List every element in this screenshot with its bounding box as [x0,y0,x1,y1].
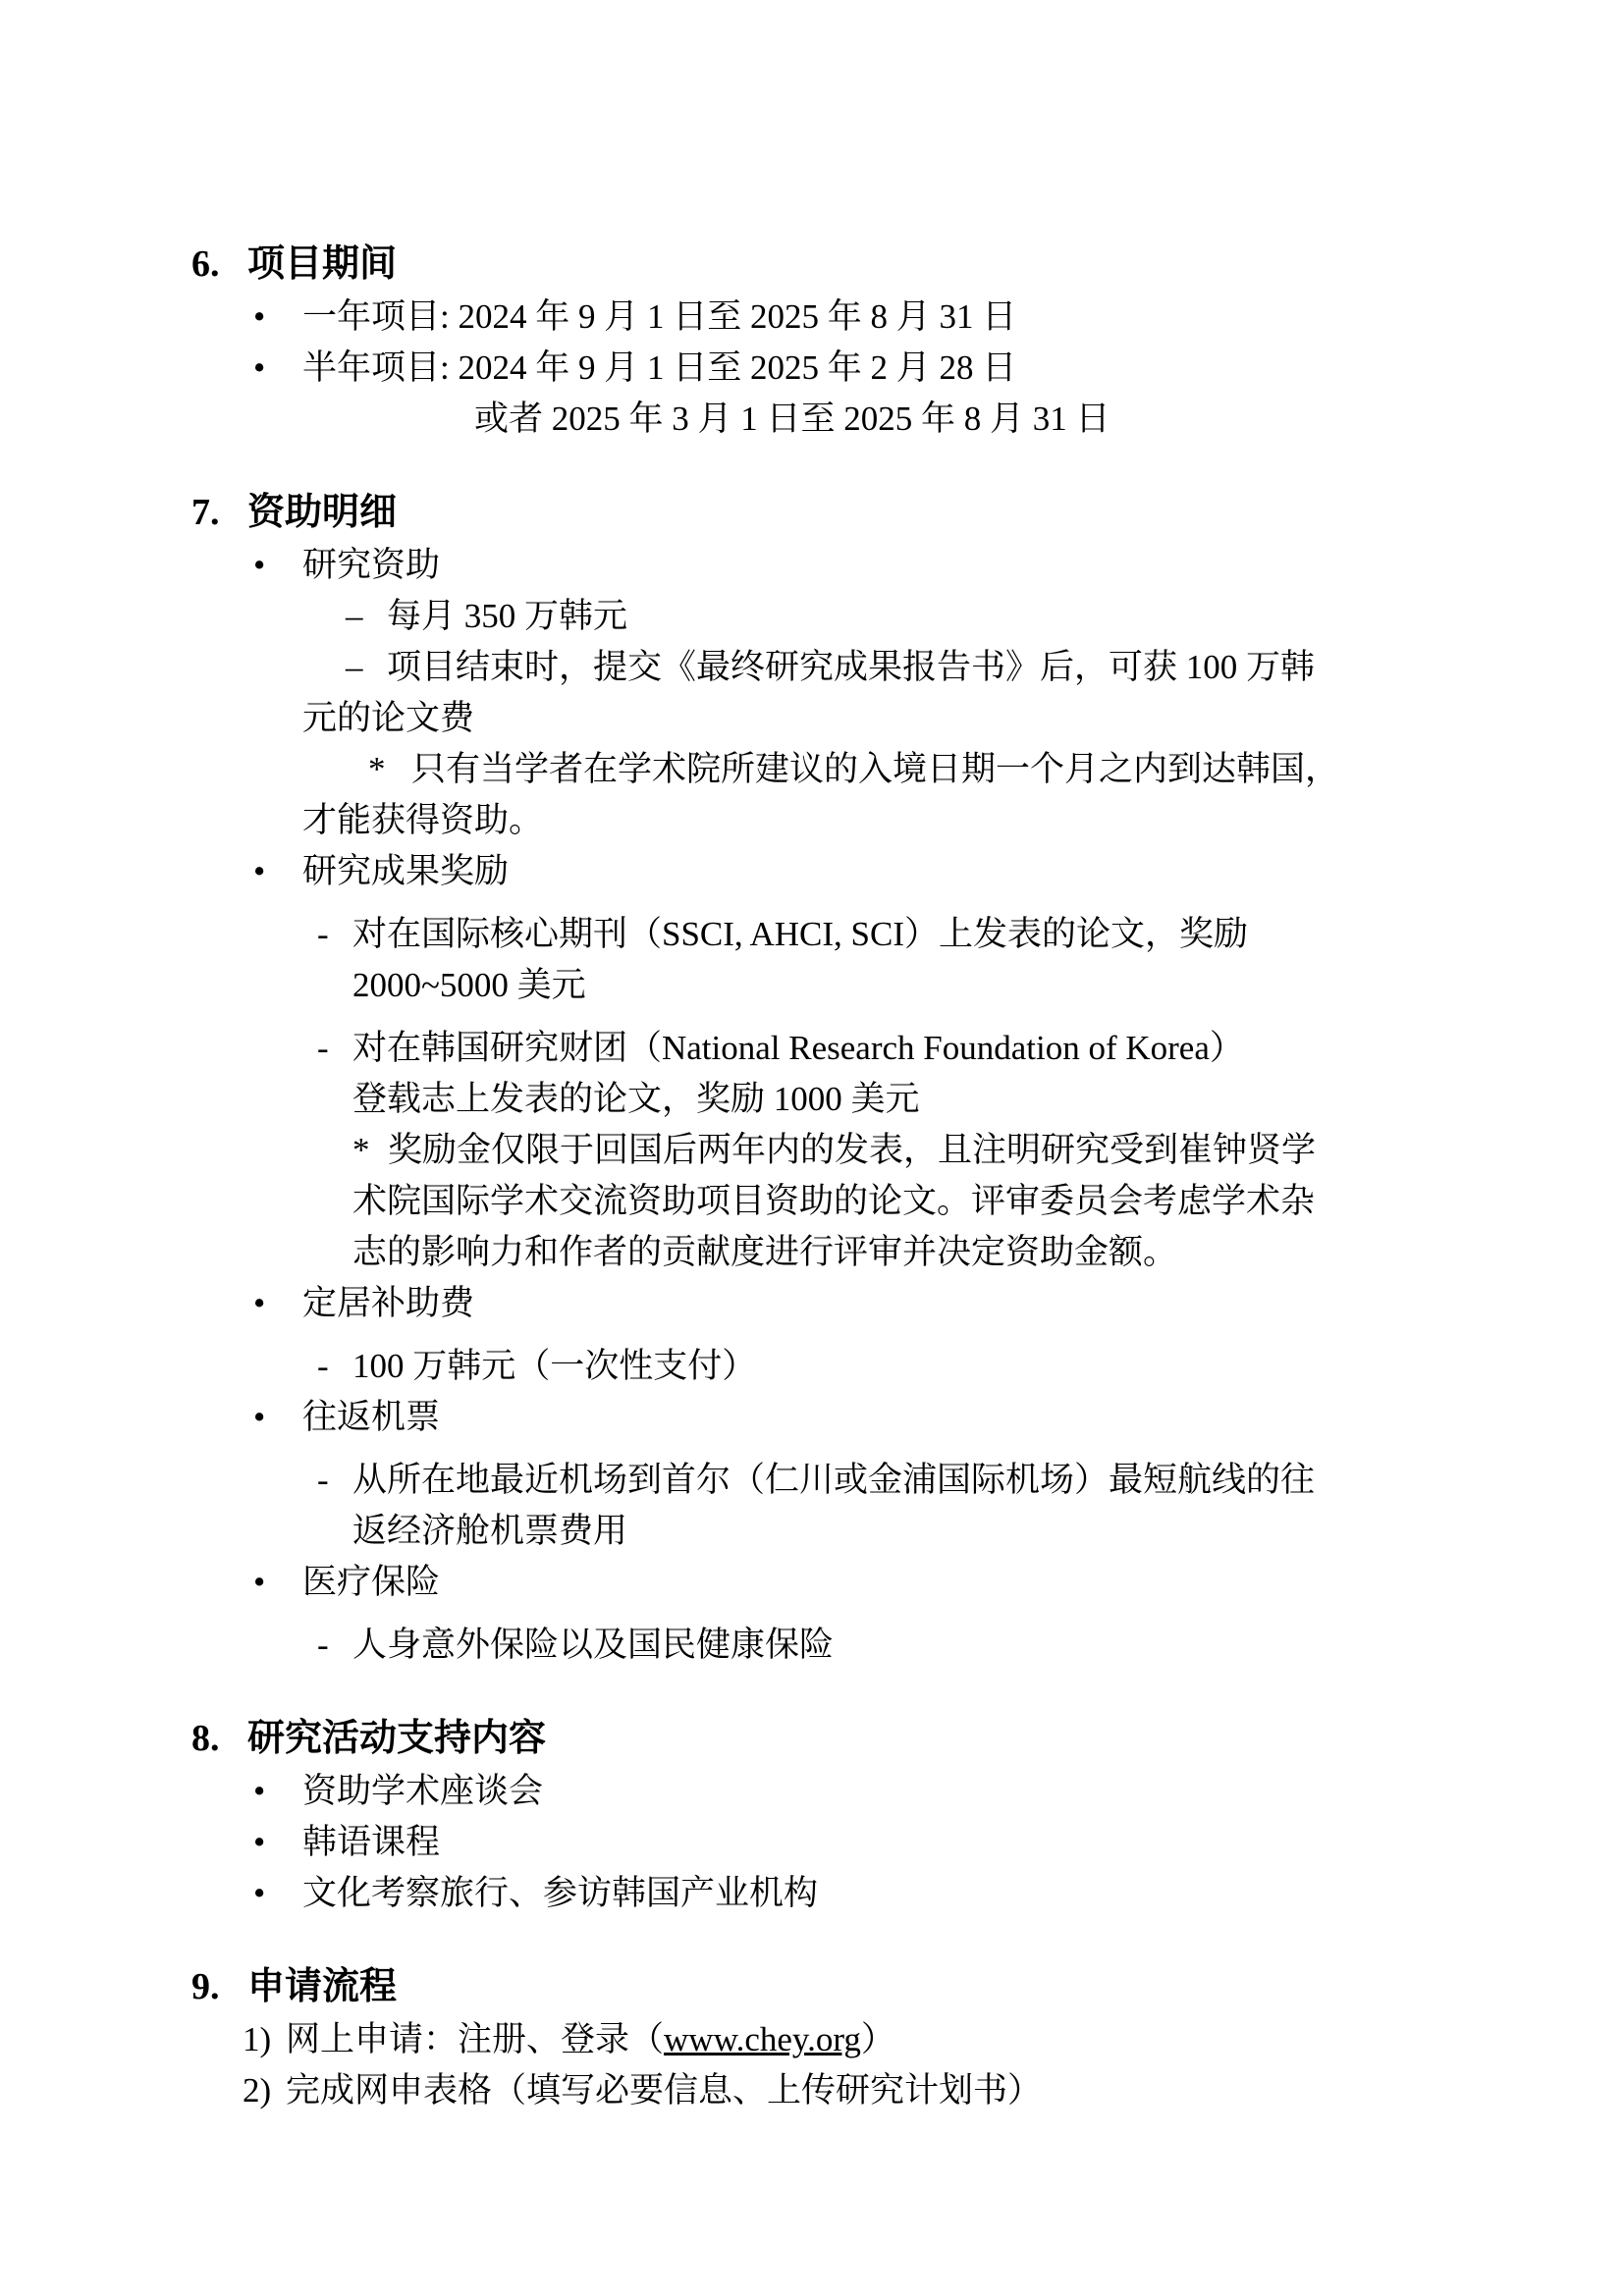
section-6-title: 项目期间 [247,243,398,285]
list-item-medical-insurance [253,1557,1624,1608]
monthly-grant-text: 每月 350 万韩元 [387,597,628,635]
step-1-text-suffix: ） [860,2020,895,2058]
bullet-marker: • [253,546,266,584]
note-arrival-condition-continuation [302,795,1624,846]
chey-website-link[interactable]: www.chey.org [664,2020,861,2058]
list-item-round-trip-ticket [253,1392,1624,1443]
half-year-program-text: 半年项目: 2024 年 9 月 1 日至 2025 年 2 月 28 日 [302,348,1017,387]
bullet-marker: • [253,1563,266,1601]
one-year-program-text: 一年项目: 2024 年 9 月 1 日至 2025 年 8 月 31 日 [302,297,1017,336]
bullet-marker: • [253,348,266,387]
step-2-text: 完成网申表格（填写必要信息、上传研究计划书） [286,2071,1043,2109]
ssci-award-text-line1: 对在国际核心期刊（SSCI, AHCI, SCI）上发表的论文，奖励 [352,915,1249,953]
award-limitation-text-line1: 奖励金仅限于回国后两年内的发表，且注明研究受到崔钟贤学 [388,1131,1317,1169]
step-2-application-form [243,2065,1624,2116]
sub-item-ssci-award [317,909,1624,960]
section-7-number: 7. [191,492,220,533]
round-trip-ticket-text: 往返机票 [302,1398,441,1436]
paper-fee-continuation [302,693,1624,744]
list-item-korean-course [253,1817,1624,1868]
nrf-award-text-line1: 对在韩国研究财团（National Research Foundation of Korea） [352,1029,1244,1067]
section-8-title: 研究活动支持内容 [247,1718,547,1759]
list-item-research-grant [253,540,1624,591]
note-award-limitation-continuation-2 [352,1227,1624,1278]
settlement-amount-text: 100 万韩元（一次性支付） [352,1347,757,1385]
half-year-alt-dates-text: 或者 2025 年 3 月 1 日至 2025 年 8 月 31 日 [474,400,1110,438]
note-award-limitation-continuation-1 [352,1176,1624,1227]
list-item-settlement-allowance [253,1278,1624,1329]
section-7-heading [191,485,1624,540]
ssci-award-continuation [352,960,1624,1011]
step-1-text-prefix: 网上申请：注册、登录（ [286,2020,665,2058]
ssci-award-text-line2: 2000~5000 美元 [352,966,586,1004]
section-9-title: 申请流程 [247,1966,398,2007]
flight-detail-text-line1: 从所在地最近机场到首尔（仁川或金浦国际机场）最短航线的往 [352,1461,1316,1499]
section-7-title: 资助明细 [247,492,398,533]
sub-item-monthly-grant [346,591,1624,642]
list-item-culture-tour [253,1868,1624,1919]
seminar-support-text: 资助学术座谈会 [302,1772,544,1810]
paper-fee-text-line1: 项目结束时，提交《最终研究成果报告书》后，可获 100 万韩 [387,648,1316,686]
step-1-marker: 1) [243,2020,272,2058]
note-award-limitation [352,1125,1624,1176]
korean-course-text: 韩语课程 [302,1823,441,1861]
dash-marker: - [317,915,329,953]
section-8-number: 8. [191,1718,220,1759]
list-item-one-year-program [253,292,1624,343]
sub-item-settlement-amount [317,1341,1624,1392]
sub-item-paper-fee [346,642,1624,693]
dash-marker: – [346,648,363,686]
section-9-number: 9. [191,1966,220,2007]
achievement-award-text: 研究成果奖励 [302,852,510,890]
asterisk-marker: * [352,1131,370,1169]
sub-item-insurance-detail [317,1620,1624,1671]
medical-insurance-text: 医疗保险 [302,1563,441,1601]
list-item-achievement-award [253,846,1624,897]
section-6-heading [191,237,1624,292]
bullet-marker: • [253,297,266,336]
nrf-award-continuation [352,1074,1624,1125]
half-year-program-continuation [474,394,1624,445]
arrival-condition-text-line1: 只有当学者在学术院所建议的入境日期一个月之内到达韩国， [411,750,1340,788]
dash-marker: - [317,1029,329,1067]
sub-item-flight-detail [317,1455,1624,1506]
dash-marker: – [346,597,363,635]
bullet-marker: • [253,1284,266,1322]
settlement-allowance-text: 定居补助费 [302,1284,475,1322]
list-item-half-year-program [253,343,1624,394]
flight-detail-text-line2: 返经济舱机票费用 [352,1512,628,1550]
bullet-marker: • [253,1772,266,1810]
asterisk-marker: * [368,750,386,788]
bullet-marker: • [253,1398,266,1436]
culture-tour-text: 文化考察旅行、参访韩国产业机构 [302,1874,819,1912]
paper-fee-text-line2: 元的论文费 [302,699,475,737]
dash-marker: - [317,1626,329,1664]
list-item-seminar-support [253,1766,1624,1817]
nrf-award-text-line2: 登载志上发表的论文，奖励 1000 美元 [352,1080,920,1118]
bullet-marker: • [253,1823,266,1861]
dash-marker: - [317,1347,329,1385]
note-arrival-condition [368,744,1624,795]
bullet-marker: • [253,852,266,890]
section-9-heading [191,1959,1624,2014]
bullet-marker: • [253,1874,266,1912]
insurance-detail-text: 人身意外保险以及国民健康保险 [352,1626,835,1664]
research-grant-text: 研究资助 [302,546,441,584]
section-6-number: 6. [191,243,220,285]
flight-detail-continuation [352,1506,1624,1557]
section-8-heading [191,1711,1624,1766]
step-2-marker: 2) [243,2071,272,2109]
award-limitation-text-line3: 志的影响力和作者的贡献度进行评审并决定资助金额。 [352,1233,1178,1271]
arrival-condition-text-line2: 才能获得资助。 [302,801,544,839]
sub-item-nrf-award [317,1023,1624,1074]
award-limitation-text-line2: 术院国际学术交流资助项目资助的论文。评审委员会考虑学术杂 [352,1182,1316,1220]
step-1-online-application [243,2014,1624,2065]
dash-marker: - [317,1461,329,1499]
